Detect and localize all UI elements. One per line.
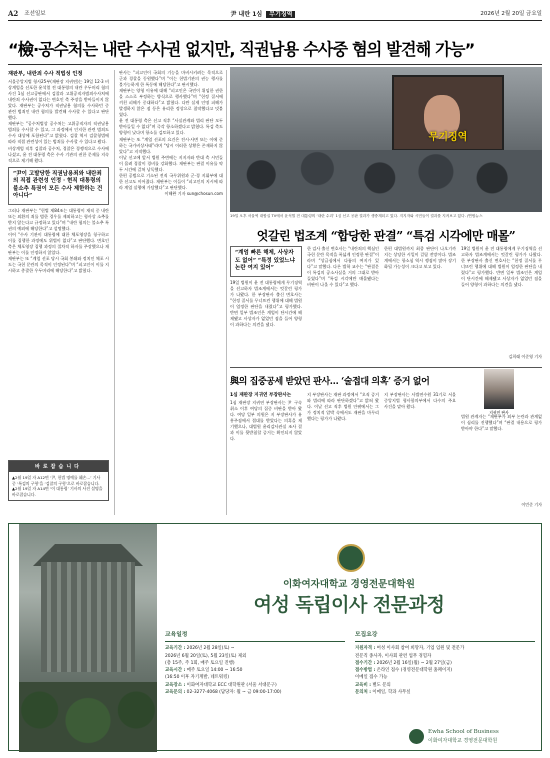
side-col-2: 지 부장판사는 재판 과정에서 “오직 증거와 법리에 따라 판단하겠다”고 밝혀 왔다. 이날 선고 직후 법원 안팎에서는 그가 정치적 압박 속에서도 재판을 마무리했다는 평가가 나왔다. bbox=[307, 392, 379, 422]
paragraph: 비상계엄 직후 검찰과 공수처, 경찰은 경쟁적으로 수사에 나섰고, 윤 전 대통령 측은 수사 기관의 권한 문제를 지속적으로 제기해 왔다. bbox=[8, 145, 109, 163]
analysis-col-2: 한 검사 출신 변호사는 “내란죄의 핵심인 국헌 문란 목적을 폭넓게 인정한 판결”이라며 “상급심에서 다툼의 여지가 있다”고 말했다. 다른 법학 교수는 “판결문이 특검의 공소사실을 거의 그대로 받아들였다”며 “특검 시각에만 매몰됐다는 비판이 나올 수 있다”고 했다. bbox=[307, 246, 379, 288]
side-col-1 bbox=[230, 392, 302, 512]
requirement-row: 이메일 접수 가능 bbox=[355, 675, 388, 681]
correction-item: ▲2월 19일 자 A14면 ‘이 대통령’ 기사의 사진 설명을 바로잡습니다. bbox=[12, 486, 103, 497]
page-header bbox=[8, 7, 542, 19]
requirement-row: 지원자격 : 여성 이사회 참여 희망자, 기업 임원 및 전문가 bbox=[355, 646, 465, 652]
paragraph: 이어 “수사 기관이 대통령에 대한 체포영장을 청구하고 이를 집행한 과정에도 위법이 없다”고 판단했다. 변호인 측은 체포영장 집행 과정의 절차적 하자를 주장했으나 재판부는 이를 인정하지 않았다. bbox=[8, 231, 109, 255]
column-divider bbox=[226, 70, 227, 515]
side-byline: 1심 재판장 지귀연 부장판사는 bbox=[230, 393, 292, 398]
correction-notice bbox=[8, 460, 109, 501]
ewha-logo-icon bbox=[409, 729, 424, 744]
requirements-title: 모집요강 bbox=[355, 632, 535, 642]
pull-quote bbox=[8, 167, 109, 205]
ad-program-title: 여성 독립이사 전문과정 bbox=[253, 594, 445, 616]
left-column bbox=[8, 70, 109, 455]
ad-requirements bbox=[355, 632, 535, 696]
side-text: 1심 재판장 지귀연 부장판사는 尹 구속 취소 이후 여당의 집중 비판을 받아 왔다. 여당 일부 의원은 지 부장판사가 유흥주점에서 접대를 받았다는 의혹을 제기했으나, 대법원 윤리감사관실 조사 결과 이를 뒷받침할 증거는 확인되지 않았다. bbox=[230, 400, 302, 442]
paper-name: 조선일보 bbox=[24, 11, 46, 17]
requirement-row: 접수방법 : 온라인 접수 (경영전문대학원 홈페이지) bbox=[355, 668, 453, 674]
footer-ko-name: 이화여자대학교 경영전문대학원 bbox=[428, 738, 498, 744]
requirement-row: 접수기간 : 2026년 2월 16일(월) ~ 2월 27일(금) bbox=[355, 660, 452, 666]
analysis-headline: 엇갈린 법조계 “합당한 판결” “특검 시각에만 매몰” bbox=[256, 229, 516, 243]
ad-footer-logo bbox=[409, 727, 529, 747]
left-byline: 재판부, 내란죄 수사 적법성 인정 bbox=[8, 71, 83, 77]
analysis-quote-text: “계엄 빠른 해제, 사상자도 없어” “특정 있었느냐 논란 여지 있어” bbox=[235, 250, 295, 271]
side-col-4 bbox=[461, 414, 542, 512]
campus-building-image bbox=[19, 524, 157, 752]
article-divider bbox=[230, 367, 542, 368]
analysis-byline: 김희래 이준영 기자 bbox=[508, 354, 542, 359]
left-text bbox=[8, 79, 109, 164]
crowd-silhouettes bbox=[230, 150, 542, 212]
requirement-row: 교육비 : 별도 문의 bbox=[355, 682, 391, 688]
analysis-text: 19일 법원이 윤 전 대통령에게 무기징역을 선고하자 법조계에서는 엇갈린 평가가 나왔다. 한 부장판사 출신 변호사는 “헌정 질서를 무너뜨린 행위에 대해 법원이 엄정한 판단을 내렸다”고 평가했다. 반면 일부 법조인은 계엄이 단시간에 해제됐고 사상자가 없었던 점을 들어 양형이 과하다는 의견을 냈다. bbox=[230, 279, 302, 327]
analysis-text: 19일 법원이 윤 전 대통령에게 무기징역을 선고하자 법조계에서는 엇갈린 평가가 나왔다. 한 부장판사 출신 변호사는 “헌정 질서를 무너뜨린 행위에 대해 법원이 엄정한 판단을 내렸다”고 평가했다. 반면 일부 법조인은 계엄이 단시간에 해제됐고 사상자가 없었던 점을 들어 양형이 과하다는 의견을 냈다. bbox=[461, 246, 542, 288]
left-text-2 bbox=[8, 208, 109, 275]
side-story-headline: 與의 집중공세 받았던 판사… ‘술접대 의혹’ 증거 없어 bbox=[230, 377, 430, 387]
section-label: 무기징역 bbox=[266, 11, 295, 18]
schedule-row: 교육기간 : 2026년 2월 28일(토) ~ bbox=[165, 646, 235, 652]
paragraph: 재판부는 또 “계엄 선포의 요건은 전시·사변 또는 이에 준하는 국가비상사태”라며 “당시 이러한 상황은 존재하지 않았다”고 지적했다. bbox=[119, 136, 223, 154]
schedule-row: (16:50 이후 자기계발, 네트워킹) bbox=[165, 675, 230, 681]
tv-caption: 무기징역 bbox=[428, 132, 468, 143]
footer-en-name: Ewha School of Business bbox=[428, 729, 499, 735]
paragraph: 그러나 재판부는 “헌법 제84조는 대통령이 재직 중 내란 또는 외환의 죄를 범한 경우를 제외하고는 형사상 소추를 받지 않는다고 규정하고 있다”며 “내란 혐의는 불소추 특권의 예외에 해당한다”고 설명했다. bbox=[8, 207, 109, 231]
portrait-name: 지귀연 판사 bbox=[489, 410, 509, 415]
header-rule bbox=[8, 20, 542, 21]
analysis-col-3: 한편 대법원까지 최종 판단이 나오기까지는 상당한 시일이 걸릴 전망이다. 법조계에서는 항소심 역시 쟁점이 많아 장기화될 가능성이 크다고 보고 있다. bbox=[384, 246, 456, 270]
schedule-title: 교육일정 bbox=[165, 632, 345, 642]
analysis-quote bbox=[230, 246, 302, 277]
middle-byline: 이해완 기자 sun@chosun.com bbox=[164, 190, 223, 196]
paragraph: 서울중앙지법 형사25부(재판장 지귀연)는 19일 12·3 비상계엄을 선포한 윤석열 전 대통령의 내란 우두머리 혐의 사건 1심 선고공판에서 검찰과 고위공직자범죄수사처에 내란죄 수사권이 없다는 변호인 측 주장을 받아들이지 않았다. 재판부는 공수처가 직권남용 혐의를 수사하던 중 관련 범죄인 내란 혐의를 발견해 수사할 수 있다고 판단했다. bbox=[8, 79, 109, 121]
schedule-row: 교육장소 : 이화여자대학교 ECC 대학원관 (서울 서대문구) bbox=[165, 682, 277, 688]
news-photo bbox=[230, 67, 542, 212]
section-title bbox=[46, 9, 481, 18]
side-story-byline: 이민준 기자 bbox=[521, 502, 542, 507]
university-emblem-icon bbox=[337, 544, 365, 572]
requirement-row: 전문직 종사자, 이사회 관련 업무 경험자 bbox=[355, 653, 432, 659]
paragraph: 이날 선고에 앞서 법원 주변에는 지지자와 반대 측 시민들이 몰려 경찰이 경비를 강화했다. 재판부는 판결 이유를 약 두 시간에 걸쳐 낭독했다. bbox=[119, 154, 223, 172]
ad-org-name: 이화여자대학교 경영전문대학원 bbox=[283, 579, 415, 590]
paragraph: 판사는 “피고인이 국회의 기능을 마비시키려는 목적으로 군과 경찰을 동원했다”며 “이는 헌법기관의 권능 행사를 불가능하게 한 폭동에 해당한다”고 판시했다. bbox=[119, 70, 223, 88]
tv-screen bbox=[392, 75, 504, 151]
correction-title: 바로잡습니다 bbox=[9, 461, 108, 472]
pull-quote-text: “尹이 고발당한 직권남용죄와 내란죄의 직접 관련성 인정 · 현직 대통령의 불소추 특권이 모든 수사 제한하는 건 아니다” bbox=[13, 170, 103, 200]
schedule-row: 교육시간 : 매주 토요일 14:00 ~ 16:50 bbox=[165, 668, 243, 674]
page-number: A2 bbox=[8, 8, 19, 18]
requirement-row: 문의처 : 이메일, 학과 사무실 bbox=[355, 690, 411, 696]
schedule-row: 교육문의 : 02-3277-4068 (담당자: 월 ~ 금 09:00-17:00) bbox=[165, 690, 282, 696]
section-prefix: 尹 내란 1심 bbox=[230, 10, 263, 18]
middle-column bbox=[119, 70, 223, 505]
side-text: 법원 관계자는 “재판부가 외부 논란과 관계없이 심리를 진행했다”며 “판결 내용으로 평가받아야 한다”고 말했다. bbox=[461, 414, 542, 432]
schedule-row: (총 15주, 주 1회, 매주 토요일 진행) bbox=[165, 660, 235, 666]
analysis-col-1 bbox=[230, 246, 302, 364]
column-divider bbox=[114, 70, 115, 515]
headline-rule bbox=[8, 64, 542, 65]
side-col-3: 지 부장판사는 사법연수원 31기로 서울중앙지법 형사합의부에서 다수의 주요 사건을 맡아 왔다. bbox=[384, 392, 456, 410]
paragraph: 재판부는 양형 이유에 대해 “피고인은 국민이 위임한 권한을 스스로 부정하는 방식으로 행사했다”며 “헌정 질서에 끼친 피해가 중대하다”고 밝혔다. 다만 실제 인명 피해가 발생하지 않은 점 등은 유리한 정상으로 참작했다고 덧붙였다. bbox=[119, 88, 223, 118]
correction-item: ▲2월 19일 자 A12면 ‘尹, 헌법 명예를 훼손…’ 기사 중 ‘특검의 구형’을 ‘검찰의 구형’으로 바로잡습니다. bbox=[12, 475, 101, 486]
paragraph: 재판부는 “공수처법상 공수처는 고위공직자의 직권남용 범죄를 수사할 수 있고, 그 과정에서 인지한 관련 범죄도 수사 대상에 포함된다”고 밝혔다. 검찰 역시 검찰청법에 따라 직접 관련성이 있는 범죄를 수사할 수 있다고 봤다. bbox=[8, 121, 109, 145]
paragraph: 한편 공범으로 기소된 전직 국무위원과 군·경 지휘부에 대한 선고도 이어졌다. 재판부는 이들이 “피고인의 지시에 따라 계엄 실행에 가담했다”고 판단했다. bbox=[119, 172, 223, 190]
ad-schedule bbox=[165, 632, 345, 696]
judge-portrait bbox=[484, 369, 514, 415]
schedule-row: 2026년 6월 20일(토), 5월 23일(토) 제외 bbox=[165, 653, 247, 659]
photo-caption: 19일 오후 서울역 대합실 TV에서 윤석열 전 대통령의 ‘내란 수괴’ 1심 선고 공판 결과가 생중계되고 있다. 지지자와 시민들이 결과를 지켜보고 있다. /연합뉴스 bbox=[230, 214, 483, 218]
main-headline: “檢·공수처는 내란 수사권 없지만, 직권남용 수사중 혐의 발견해 가능” bbox=[8, 40, 475, 59]
issue-date: 2026년 2월 20일 금요일 bbox=[480, 11, 542, 17]
analysis-col-4 bbox=[461, 246, 542, 364]
advertisement[interactable] bbox=[8, 523, 542, 751]
paragraph: 재판부는 또 “계엄 선포 당시 국회 봉쇄와 정치인 체포 시도는 국헌 문란의 목적이 인정된다”며 “피고인이 이를 지시하고 총괄한 우두머리에 해당한다”고 밝혔다. bbox=[8, 256, 109, 274]
paragraph: 윤 전 대통령 측은 선고 직후 “사실관계와 법리 판단 모두 받아들일 수 없다”며 즉각 항소하겠다고 밝혔다. 특검 측도 양형이 낮다며 항소를 검토하고 있다. bbox=[119, 118, 223, 136]
